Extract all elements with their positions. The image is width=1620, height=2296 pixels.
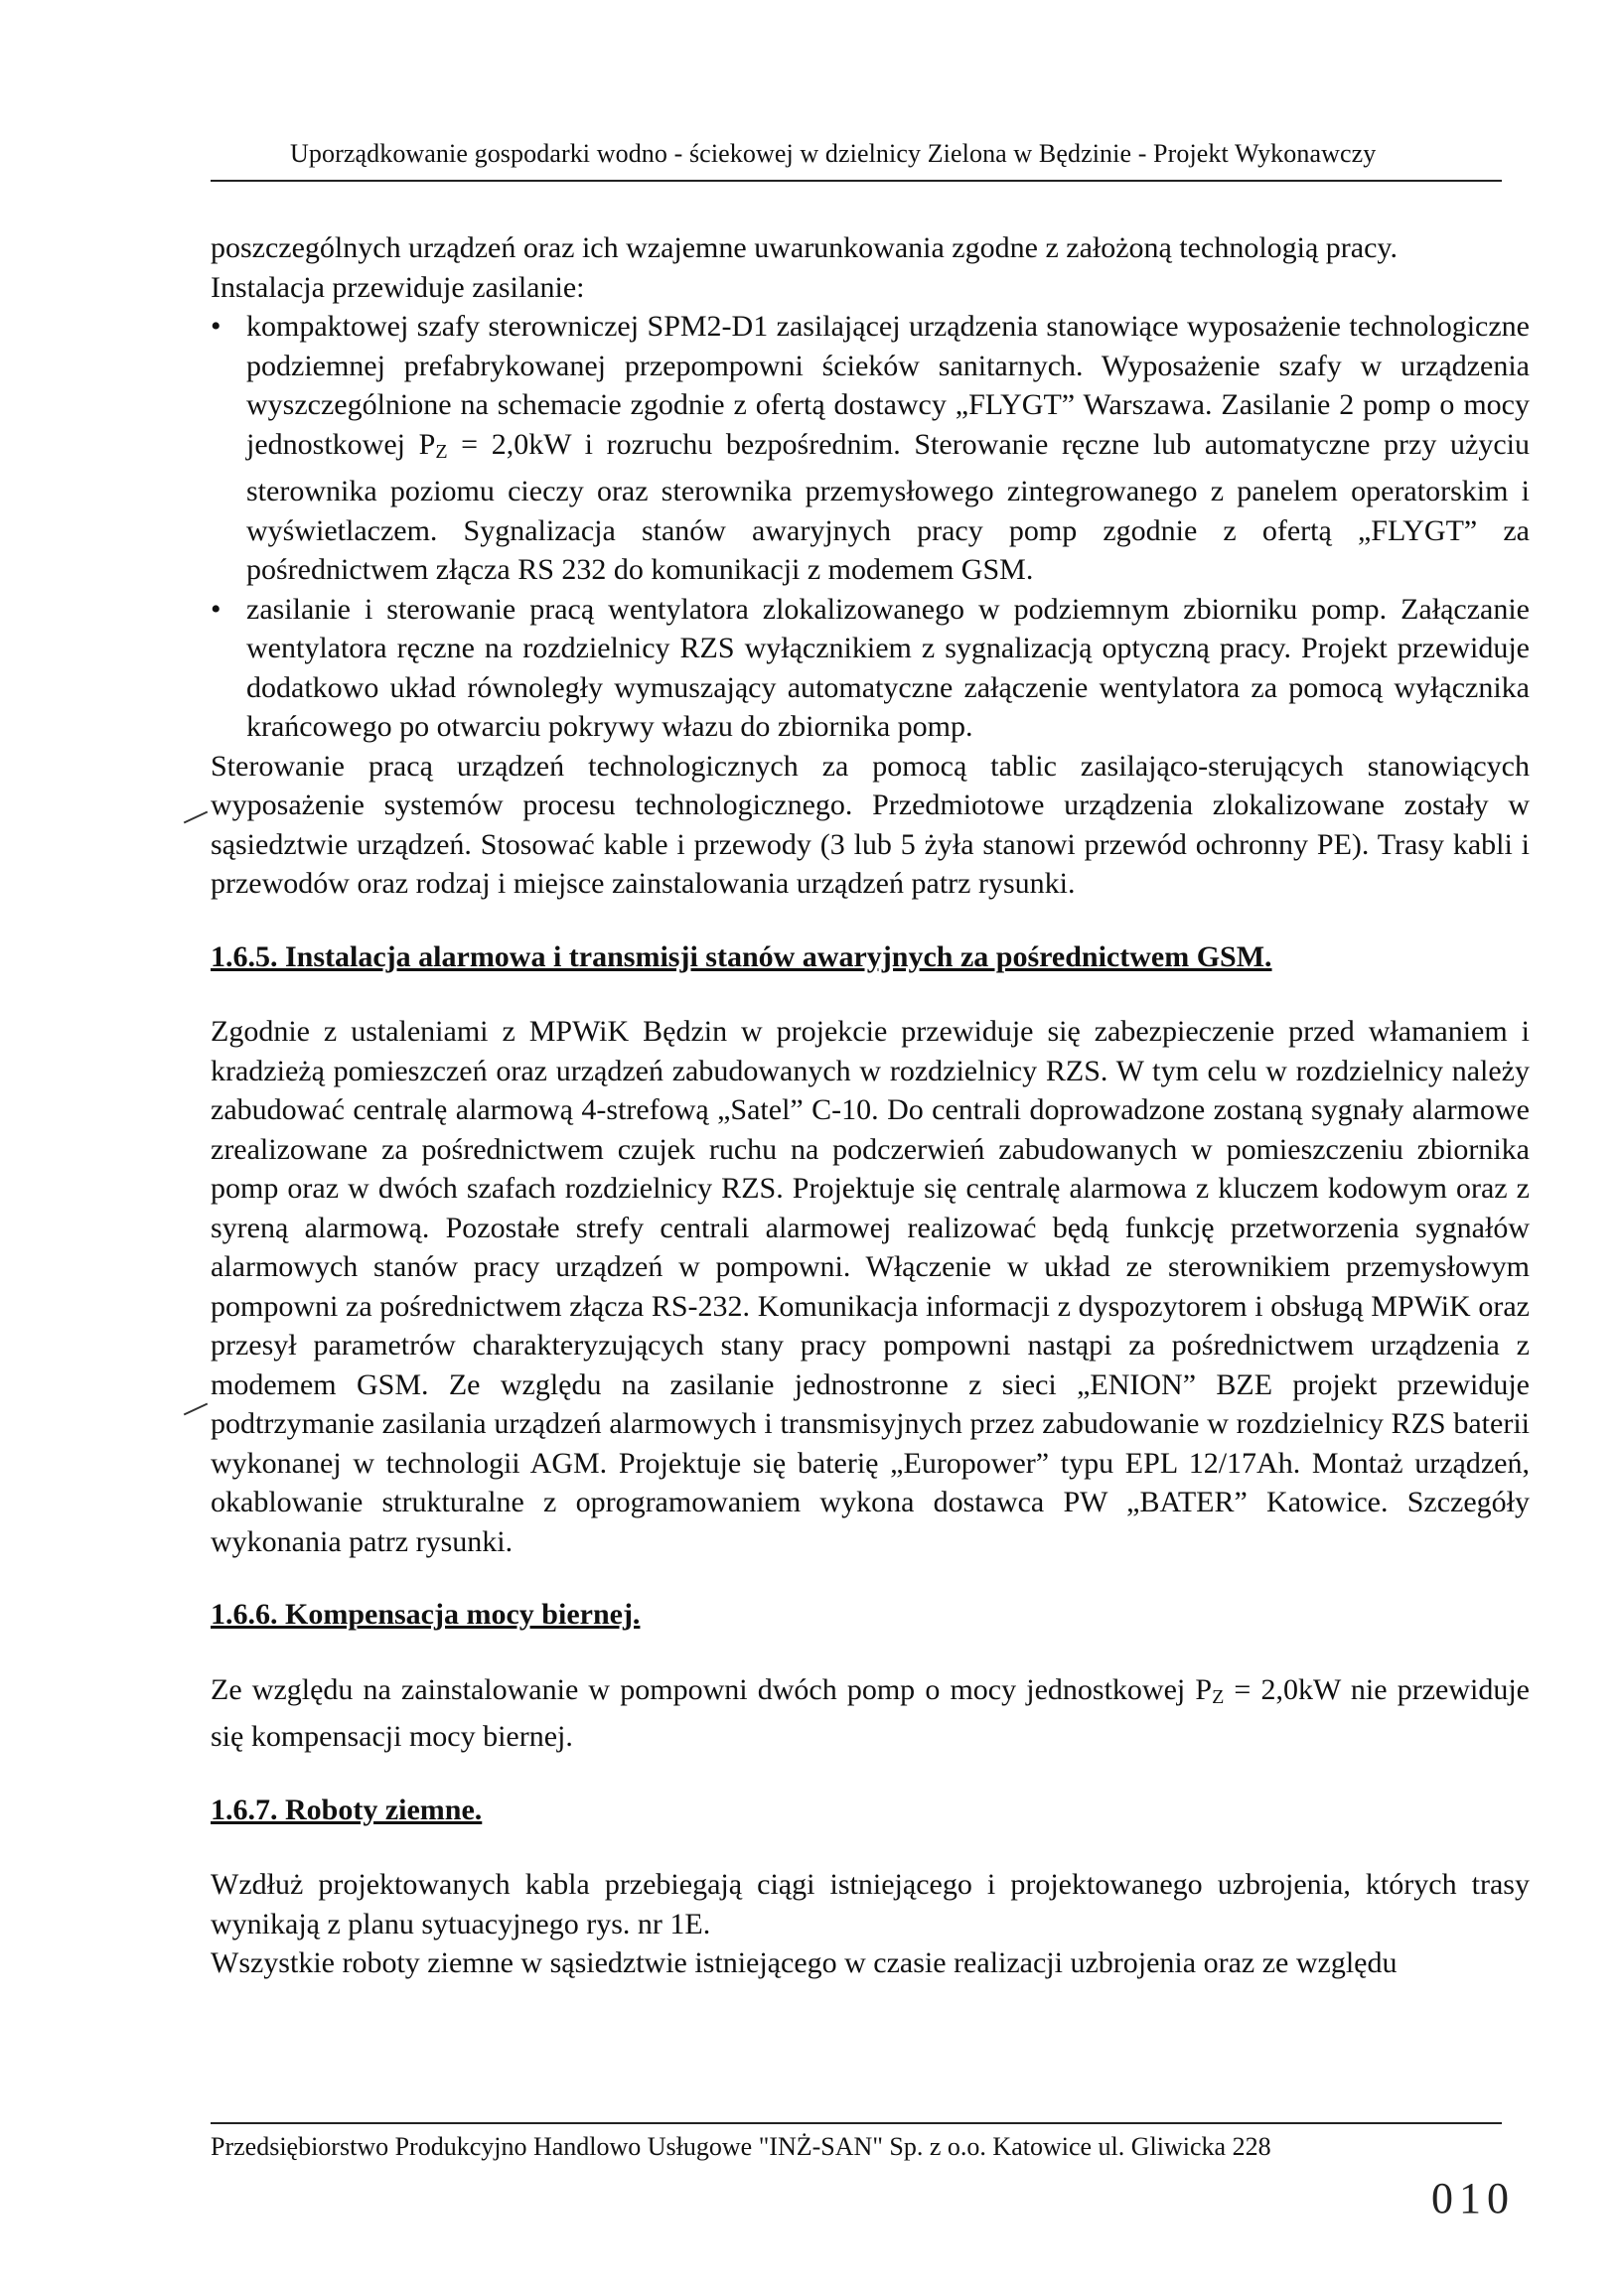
margin-mark: [184, 1403, 208, 1416]
section-body-1-6-5: Zgodnie z ustaleniami z MPWiK Będzin w projekcie przewiduje się zabezpieczenie przed włamaniem i kradzieżą pomieszczeń oraz urządzeń zabudowanych w rozdzielnicy RZS. W tym celu w rozdzielnicy należy zabudować centralę alarmową 4-strefową „Satel” C-10. Do centrali doprowadzone zostaną sygnały alarmowe zrealizowane za pośrednictwem czujek ruchu na podczerwień zabudowanych w pomieszczeniu zbiornika pomp oraz w dwóch szafach rozdzielnicy RZS. Projektuje się centralę alarmowa z kluczem kodowym oraz z syreną alarmową. Pozostałe strefy centrali alarmowej realizować będą funkcję przetworzenia sygnałów alarmowych stanów pracy urządzeń w pompowni. Włączenie w układ ze sterownikiem przemysłowym pompowni za pośrednictwem złącza RS-232. Komunikacja informacji z dyspozytorem i obsługą MPWiK oraz przesył parametrów charakteryzujących stany pracy pompowni nastąpi za pośrednictwem urządzenia z modemem GSM. Ze względu na zasilanie jednostronne z sieci „ENION” BZE projekt przewiduje podtrzymanie zasilania urządzeń alarmowych i transmisyjnych przez zabudowanie w rozdzielnicy RZS baterii wykonanej w technologii AGM. Projektuje się baterię „Europower” typu EPL 12/17Ah. Montaż urządzeń, okablowanie strukturalne z oprogramowaniem wykona dostawca PW „BATER” Katowice. Szczegóły wykonania patrz rysunki.: [211, 1015, 1530, 1558]
section-body-text: = 2,0kW nie przewiduje się kompensacji mocy biernej.: [211, 1672, 1530, 1753]
control-paragraph: Sterowanie pracą urządzeń technologicznych za pomocą tablic zasilająco-sterujących stanowiących wyposażenie systemów procesu technologicznego. Przedmiotowe urządzenia zlokalizowane zostały w sąsiedztwie urządzeń. Stosować kable i przewody (3 lub 5 żyła stanowi przewód ochronny PE). Trasy kabli i przewodów oraz rodzaj i miejsce zainstalowania urządzeń patrz rysunki.: [211, 749, 1530, 900]
list-item-text: = 2,0kW i rozruchu bezpośrednim. Sterowanie ręczne lub automatyczne przy użyciu sterownika poziomu cieczy oraz sterownika przemysłowego zintegrowanego z panelem operatorskim i wyświetlaczem. Sygnalizacja stanów awaryjnych pracy pomp zgodnie z ofertą „FLYGT” za pośrednictwem złącza RS 232 do komunikacji z modemem GSM.: [246, 427, 1530, 586]
section-body-1-6-7-continued: Wszystkie roboty ziemne w sąsiedztwie istniejącego w czasie realizacji uzbrojenia oraz ze względu: [211, 1946, 1398, 1979]
header-rule: [211, 180, 1502, 182]
intro-line: poszczególnych urządzeń oraz ich wzajemne uwarunkowania zgodne z założoną technologią pracy.: [211, 231, 1398, 264]
margin-mark: [184, 811, 208, 824]
intro-line: Instalacja przewiduje zasilanie:: [211, 270, 585, 304]
list-item: [211, 307, 1530, 590]
page-footer: Przedsiębiorstwo Produkcyjno Handlowo Usługowe "INŻ-SAN" Sp. z o.o. Katowice ul. Gliwicka 228: [211, 2132, 1271, 2161]
document-body: [211, 228, 1530, 1983]
section-heading-1-6-5: 1.6.5. Instalacja alarmowa i transmisji stanów awaryjnych za pośrednictwem GSM.: [211, 939, 1272, 973]
page-header: Uporządkowanie gospodarki wodno - ściekowej w dzielnicy Zielona w Będzinie - Projekt Wykonawczy: [290, 139, 1377, 168]
section-body-1-6-6: [211, 1670, 1530, 1757]
section-body-text: Ze względu na zainstalowanie w pompowni dwóch pomp o mocy jednostkowej P: [211, 1672, 1213, 1706]
subscript: Z: [435, 440, 448, 463]
section-heading-1-6-6: 1.6.6. Kompensacja mocy biernej.: [211, 1598, 641, 1631]
section-body-1-6-7: Wzdłuż projektowanych kabla przebiegają ciągi istniejącego i projektowanego uzbrojenia, których trasy wynikają z planu sytuacyjnego rys. nr 1E.: [211, 1868, 1530, 1940]
list-item-text: kompaktowej szafy sterowniczej SPM2-D1 zasilającej urządzenia stanowiące wyposażenie technologiczne podziemnej prefabrykowanej przepompowni ścieków sanitarnych. Wyposażenie szafy w urządzenia wyszczególnione na schemacie zgodnie z ofertą dostawcy „FLYGT” Warszawa. Zasilanie 2 pomp o mocy jednostkowej P: [246, 310, 1530, 461]
subscript: Z: [1212, 1685, 1225, 1708]
supply-list: [211, 307, 1530, 747]
list-item: • zasilanie i sterowanie pracą wentylatora zlokalizowanego w podziemnym zbiorniku pomp. Załączanie wentylatora ręczne na rozdzielnicy RZS wyłącznikiem z sygnalizacją optyczną pracy. Projekt przewiduje dodatkowo układ równoległy wymuszający automatyczne załączenie wentylatora za pomocą wyłącznika krańcowego po otwarciu pokrywy włazu do zbiornika pomp.: [211, 590, 1530, 747]
footer-rule: [211, 2122, 1502, 2124]
section-heading-1-6-7: 1.6.7. Roboty ziemne.: [211, 1793, 483, 1826]
page-number-stamp: 010: [1431, 2174, 1515, 2223]
